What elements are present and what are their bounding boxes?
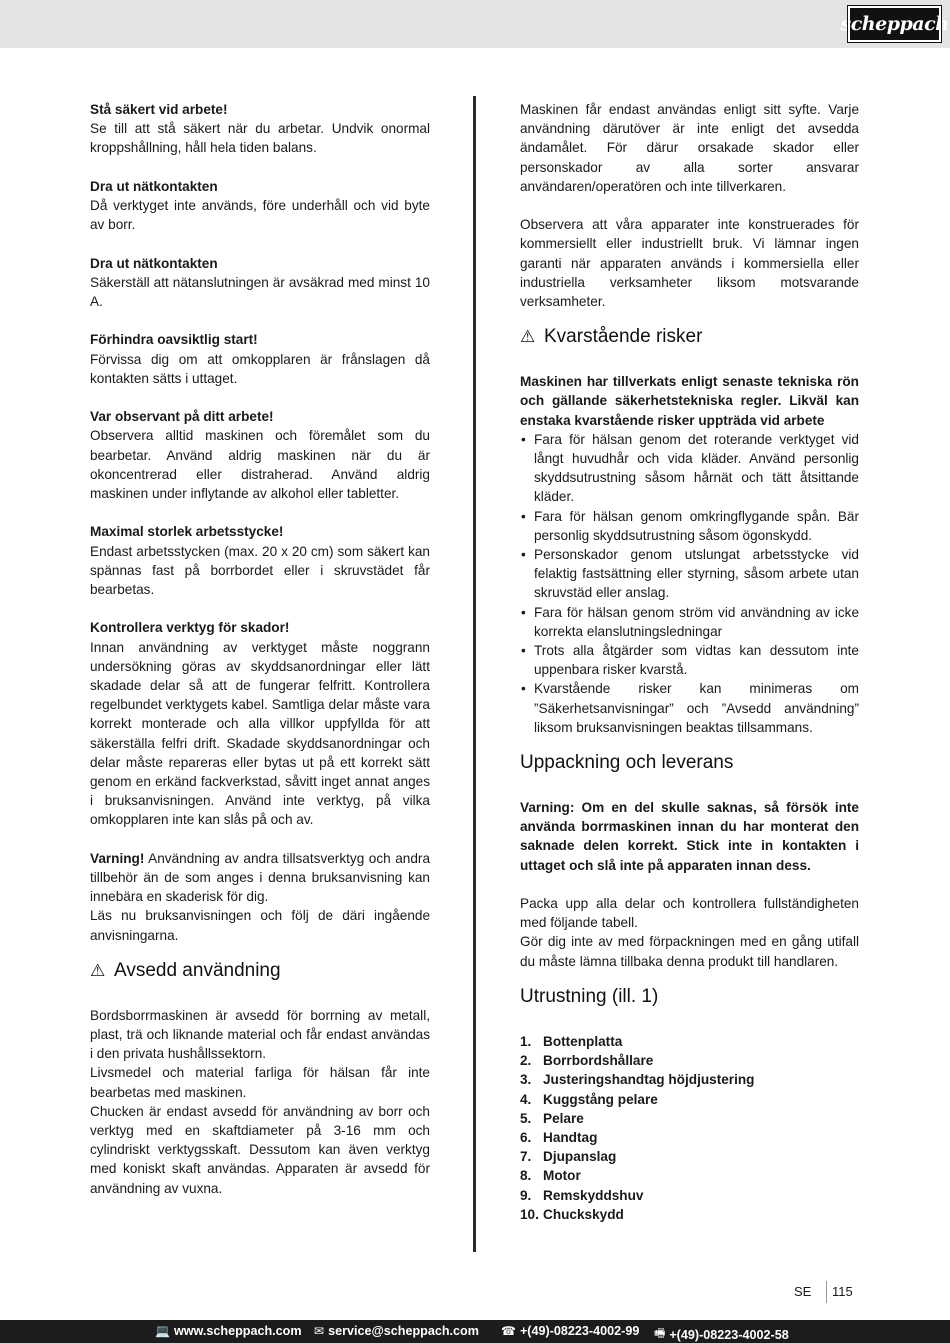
warning-block	[90, 849, 430, 945]
scheppach-logo: scheppach	[848, 6, 941, 42]
list-item	[520, 1166, 859, 1185]
language-code: SE	[794, 1284, 812, 1299]
page-separator	[826, 1281, 827, 1303]
section-text: Se till att stå säkert när du arbetar. Undvik onormal kroppshållning, håll hela tiden balans.	[90, 121, 430, 156]
list-item: • Personskador genom utslungat arbetsstycke vid felaktig fastsättning eller styrning, såsom arbete utan skruvstäd eller anslag.	[520, 545, 859, 603]
list-item	[520, 1205, 859, 1224]
heading-text: Avsedd användning	[114, 959, 281, 981]
item-number: 1.	[520, 1033, 532, 1049]
list-item: • Fara för hälsan genom ström vid användning av icke korrekta elanslutningsledningar	[520, 603, 859, 641]
item-number: 8.	[520, 1168, 532, 1184]
item-label: Remskyddshuv	[543, 1187, 644, 1203]
list-item	[520, 1051, 859, 1070]
list-item	[520, 1186, 859, 1205]
column-divider	[473, 96, 476, 1252]
section-text: Innan användning av verktyget måste noggrann undersökning göras av skyddsanordningar eller lätt skadade delar så att de fungerar felfritt. Kontrollera regelbundet verktygets kabel. Samtliga delar måste vara korrekt monterade och alla villkor uppfyllda för att säkerställa felfri drift. Skadade skyddsanordningar och delar måste repareras eller bytas ut på ett korrekt sätt genom en erkänd fackverkstad, såvitt inget annat anges i bruksanvisningen. Använd inte verktyg, på vilka omkopplaren inte kan slås på och av.	[90, 639, 430, 828]
warning-triangle-icon: ⚠	[520, 327, 536, 347]
heading-unpacking: Uppackning och leverans	[520, 752, 734, 774]
warning-label: Varning!	[90, 850, 145, 866]
section-title: Var observant på ditt arbete!	[90, 409, 274, 425]
intro-p2: Observera att våra apparater inte konstruerades för kommersiellt eller industriellt bruk. Vi lämnar ingen garanti när apparaten används i kommersiella eller industriella verksamheter liksom motsvarande verksamheter.	[520, 217, 859, 310]
right-column	[520, 100, 859, 1224]
footer-phone[interactable]	[501, 1324, 639, 1338]
heading-equipment: Utrustning (ill. 1)	[520, 985, 659, 1007]
list-item: • Fara för hälsan genom omkringflygande spån. Bär personlig skyddsutrustning såsom ögonskydd.	[520, 507, 859, 545]
item-label: Handtag	[543, 1129, 598, 1145]
equipment-list	[520, 1032, 859, 1224]
item-label: Borrbordshållare	[543, 1053, 654, 1069]
phone-icon: ☎	[501, 1324, 516, 1338]
item-number: 10.	[520, 1206, 539, 1222]
list-item	[520, 1070, 859, 1089]
footer-email-text: service@scheppach.com	[328, 1324, 479, 1338]
section-max-workpiece	[90, 522, 430, 599]
section-prevent-start	[90, 330, 430, 388]
section-text: Observera alltid maskinen och föremålet som du bearbetar. Använd aldrig maskinen när du är okoncentrerad eller distraherad. Använd aldrig maskinen under inflytande av alkohol eller tabletter.	[90, 428, 430, 501]
item-number: 5.	[520, 1110, 532, 1126]
fax-icon: 🖷	[654, 1326, 666, 1340]
intended-use-p1: Bordsborrmaskinen är avsedd för borrning av metall, plast, trä och liknande material och får endast användas i den privata hushållssektorn.	[90, 1007, 430, 1062]
section-stand-safely	[90, 100, 430, 158]
section-unplug-2	[90, 254, 430, 312]
footer-phone-text: +(49)-08223-4002-99	[519, 1324, 640, 1338]
item-number: 6.	[520, 1129, 532, 1145]
section-title: Dra ut nätkontakten	[90, 178, 218, 194]
heading-intended-use	[90, 959, 430, 983]
item-label: Kuggstång pelare	[543, 1091, 658, 1107]
item-number: 9.	[520, 1187, 532, 1203]
header-bar	[0, 0, 950, 48]
section-check-tools	[90, 618, 430, 829]
section-text: Förvissa dig om att omkopplaren är frånslagen då kontakten sätts i uttaget.	[90, 351, 430, 386]
item-number: 2.	[520, 1053, 532, 1069]
section-title: Kontrollera verktyg för skador!	[90, 620, 290, 636]
section-be-observant	[90, 407, 430, 503]
item-number: 7.	[520, 1149, 532, 1165]
warning-triangle-icon: ⚠	[90, 960, 106, 980]
list-item	[520, 1090, 859, 1109]
unpacking-warning: Varning: Om en del skulle saknas, så försök inte använda borrmaskinen innan du har monterat den saknade delen korrekt. Stick inte in kontakten i uttaget och slå inte på apparaten innan dess.	[520, 800, 859, 873]
residual-lead: Maskinen har tillverkats enligt senaste tekniska rön och gällande säkerhetstekniska regler. Likväl kan enstaka kvarstående risker uppträda vid arbete	[520, 374, 859, 428]
item-label: Justeringshandtag höjdjustering	[543, 1072, 755, 1088]
list-item	[520, 1109, 859, 1128]
section-title: Dra ut nätkontakten	[90, 255, 218, 271]
item-label: Chuckskydd	[543, 1206, 624, 1222]
computer-icon: 💻	[155, 1324, 170, 1338]
item-label: Djupanslag	[543, 1149, 617, 1165]
list-item: • Fara för hälsan genom det roterande verktyget vid långt huvudhår och vida kläder. Använd personlig skyddsutrustning såsom hårnät och tätt åtsittande kläder.	[520, 430, 859, 507]
item-label: Bottenplatta	[543, 1033, 623, 1049]
section-text: Endast arbetsstycken (max. 20 x 20 cm) som säkert kan spännas fast på borrbordet eller i skruvstädet får bearbetas.	[90, 543, 430, 597]
item-label: Motor	[543, 1168, 581, 1184]
unpacking-p1: Packa upp alla delar och kontrollera fullständigheten med följande tabell.	[520, 896, 859, 931]
residual-risk-list	[520, 430, 859, 737]
item-number: 4.	[520, 1091, 532, 1107]
heading-residual-risks	[520, 325, 859, 349]
footer-bar	[0, 1320, 950, 1343]
item-number: 3.	[520, 1072, 532, 1088]
footer-web-text: www.scheppach.com	[173, 1324, 302, 1338]
list-item	[520, 1032, 859, 1051]
list-item: • Trots alla åtgärder som vidtas kan dessutom inte uppenbara risker kvarstå.	[520, 641, 859, 679]
section-text: Säkerställ att nätanslutningen är avsäkrad med minst 10 A.	[90, 274, 430, 309]
list-item: • Kvarstående risker kan minimeras om ”Säkerhetsanvisningar” och ”Avsedd användning” liksom bruksanvisningen beaktas tillsammans.	[520, 679, 859, 737]
footer-email[interactable]	[314, 1324, 479, 1338]
footer-web[interactable]	[155, 1324, 302, 1338]
section-unplug-1	[90, 177, 430, 235]
list-item	[520, 1128, 859, 1147]
section-text: Då verktyget inte används, före underhåll och vid byte av borr.	[90, 198, 430, 233]
email-icon: ✉	[314, 1324, 325, 1338]
list-item	[520, 1147, 859, 1166]
intended-use-p2: Livsmedel och material farliga för hälsan får inte bearbetas med maskinen.	[90, 1065, 430, 1100]
section-title: Förhindra oavsiktlig start!	[90, 332, 258, 348]
left-column	[90, 100, 430, 1198]
intended-use-p3: Chucken är endast avsedd för användning av borr och verktyg med en skaftdiameter på 3-16 mm och cylindriskt verktygsskaft. Dessutom kan även verktyg med koniskt skaft användas. Apparaten är avsedd för användning av vuxna.	[90, 1103, 430, 1196]
footer-fax[interactable]	[654, 1324, 789, 1343]
warning-text-2: Läs nu bruksanvisningen och följ de däri ingående anvisningarna.	[90, 908, 430, 943]
intro-p1: Maskinen får endast användas enligt sitt syfte. Varje användning därutöver är inte enligt det avsedda ändamålet. För därur orsakade skador eller personskador av alla sorter ansvarar användaren/operatören och inte tillverkaren.	[520, 102, 859, 194]
page-number: 115	[832, 1284, 853, 1299]
section-title: Maximal storlek arbetsstycke!	[90, 524, 284, 540]
section-title: Stå säkert vid arbete!	[90, 102, 228, 117]
item-label: Pelare	[543, 1110, 584, 1126]
heading-text: Kvarstående risker	[544, 326, 703, 348]
footer-fax-text: +(49)-08223-4002-58	[669, 1327, 789, 1342]
unpacking-p2: Gör dig inte av med förpackningen med en gång utifall du måste lämna tillbaka denna produkt till handlaren.	[520, 934, 859, 969]
warning-text: Användning av andra tillsatsverktyg och andra tillbehör än de som anges i denna bruksanvisning kan innebära en skaderisk för dig.	[90, 850, 430, 905]
